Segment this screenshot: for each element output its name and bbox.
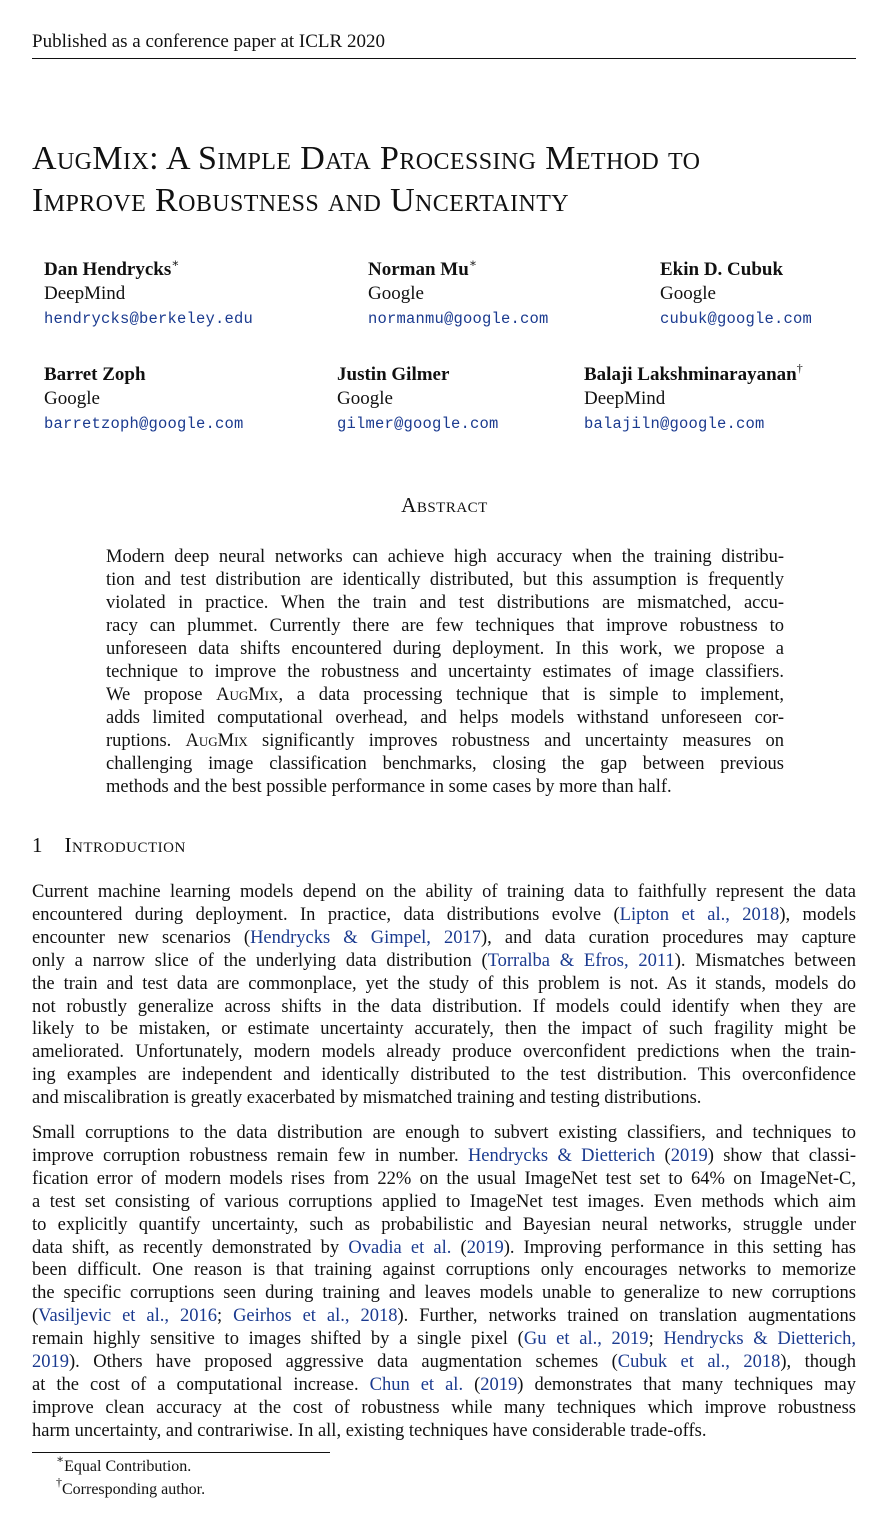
- abstract-line: technique to improve the robustness and uncertainty estimates of image classifiers.: [106, 662, 784, 682]
- author-block: [368, 258, 549, 331]
- text-line: not robustly generalize across shifts in the data distribution. If models could identify when they are: [32, 996, 856, 1017]
- citation-link[interactable]: 2019: [466, 1237, 504, 1258]
- text-line: (Vasiljevic et al., 2016; Geirhos et al., 2018). Further, networks trained on translation augmentations: [32, 1306, 857, 1327]
- abstract-line: We propose AugMix, a data processing technique that is simple to implement,: [106, 685, 785, 705]
- author-email-link[interactable]: balajiln@google.com: [584, 415, 765, 433]
- footnote-equal-contribution: [56, 1452, 192, 1476]
- text-line: to explicitly quantify uncertainty, such as probabilistic and Bayesian neural networks, struggle under: [32, 1214, 856, 1235]
- abstract-line: methods and the best possible performance in some cases by more than half.: [106, 777, 672, 797]
- text-line: the specific corruptions seen during training and leaves models unable to generalize to new corruptions: [32, 1283, 856, 1304]
- author-name: Dan Hendrycks∗: [44, 256, 180, 280]
- abstract-line: challenging image classification benchmarks, closing the gap between previous: [106, 754, 784, 774]
- text-line: at the cost of a computational increase. Chun et al. (2019) demonstrates that many techniques may: [32, 1374, 856, 1395]
- author-affiliation: DeepMind: [44, 283, 126, 304]
- abstract-line: violated in practice. When the train and test distributions are mismatched, accu-: [106, 593, 784, 613]
- method-name: AugMix: [185, 731, 248, 751]
- text-line: fication error of modern models rises from 22% on the usual ImageNet test set to 64% on ImageNet-C,: [32, 1168, 856, 1189]
- author-block: [44, 258, 253, 331]
- title-line-1: AugMix: A Simple Data Processing Method to: [32, 140, 701, 177]
- author-name: Barret Zoph: [44, 364, 146, 385]
- text-line: only a narrow slice of the underlying data distribution (Torralba & Efros, 2011). Mismatches between: [32, 950, 857, 971]
- citation-link[interactable]: Vasiljevic et al., 2016: [38, 1306, 217, 1327]
- section-heading: [32, 833, 186, 858]
- footnote-mark: ∗: [56, 1452, 65, 1466]
- abstract-line: racy can plummet. Currently there are few techniques that improve robustness to: [106, 616, 784, 636]
- header-rule: [32, 58, 856, 59]
- text-line: improve corruption robustness remain few in number. Hendrycks & Dietterich (2019) show that classi-: [32, 1145, 856, 1166]
- text-line: likely to be mistaken, or estimate uncertainty accurately, then the impact of such fragility might be: [32, 1019, 856, 1040]
- text-line: 2019). Others have proposed aggressive data augmentation schemes (Cubuk et al., 2018), though: [32, 1352, 856, 1373]
- footnote-mark: †: [796, 361, 803, 375]
- abstract-body: [106, 546, 784, 799]
- citation-link[interactable]: Cubuk et al., 2018: [617, 1352, 781, 1373]
- text-line: Small corruptions to the data distribution are enough to subvert existing classifiers, and techniques to: [32, 1123, 856, 1143]
- section-number: 1: [32, 833, 43, 857]
- author-block: [584, 363, 803, 436]
- text-line: improve clean accuracy at the cost of robustness while many techniques which improve robustness: [32, 1397, 856, 1418]
- author-name: Justin Gilmer: [337, 364, 450, 385]
- author-email-link[interactable]: hendrycks@berkeley.edu: [44, 310, 254, 328]
- abstract-heading: Abstract: [401, 493, 488, 517]
- footnote-corresponding: [56, 1475, 206, 1499]
- author-block: [660, 258, 812, 331]
- citation-link[interactable]: 2019: [670, 1145, 708, 1166]
- author-email-link[interactable]: cubuk@google.com: [660, 310, 813, 328]
- text-line: Current machine learning models depend on the ability of training data to faithfully represent the data: [32, 882, 856, 902]
- section-title: Introduction: [64, 833, 186, 857]
- citation-link[interactable]: Gu et al., 2019: [523, 1329, 649, 1350]
- footnote-mark: ∗: [171, 256, 180, 270]
- author-block: [337, 363, 499, 436]
- author-affiliation: Google: [660, 283, 716, 304]
- text-line: harm uncertainty, and contrariwise. In all, existing techniques have considerable trade-offs.: [32, 1420, 707, 1441]
- text-line: the train and test data are commonplace, yet the study of this problem is not. As it stands, models do: [32, 973, 856, 994]
- footnote-text: Corresponding author.: [62, 1481, 206, 1498]
- author-email-link[interactable]: normanmu@google.com: [368, 310, 549, 328]
- abstract-line: ruptions. AugMix significantly improves robustness and uncertainty measures on: [106, 731, 785, 751]
- text-line: and miscalibration is greatly exacerbated by mismatched training and testing distributions.: [32, 1088, 702, 1109]
- footnote-mark: ∗: [468, 256, 477, 270]
- footnote-text: Equal Contribution.: [64, 1458, 192, 1475]
- text-line: remain highly sensitive to images shifted by a single pixel (Gu et al., 2019; Hendrycks & Dietterich,: [32, 1329, 857, 1350]
- text-line: ameliorated. Unfortunately, modern models already produce overconfident predictions when the train-: [32, 1042, 856, 1063]
- citation-link[interactable]: Geirhos et al., 2018: [233, 1306, 398, 1327]
- citation-link[interactable]: Lipton et al., 2018: [619, 904, 780, 925]
- citation-link[interactable]: Hendrycks & Dietterich: [467, 1145, 656, 1166]
- citation-link[interactable]: Ovadia et al.: [348, 1237, 452, 1258]
- author-email-link[interactable]: barretzoph@google.com: [44, 415, 244, 433]
- intro-paragraph-2: [32, 1122, 856, 1443]
- title-line-2: Improve Robustness and Uncertainty: [32, 182, 569, 219]
- footnote-rule: [32, 1452, 330, 1453]
- running-head: Published as a conference paper at ICLR 2020: [32, 31, 385, 52]
- author-name: Balaji Lakshminarayanan†: [584, 361, 803, 385]
- abstract-line: unforeseen data shifts encountered during deployment. In this work, we propose a: [106, 639, 784, 659]
- abstract-line: adds limited computational overhead, and helps models withstand unforeseen cor-: [106, 708, 784, 728]
- text-line: encounter new scenarios (Hendrycks & Gimpel, 2017), and data curation procedures may capture: [32, 927, 856, 948]
- author-name: Norman Mu∗: [368, 256, 477, 280]
- method-name: AugMix: [216, 685, 279, 705]
- text-line: been difficult. One reason is that training against corruptions only encourages networks to memorize: [32, 1260, 856, 1281]
- text-line: a test set consisting of various corruptions applied to ImageNet test images. Even methods which aim: [32, 1191, 856, 1212]
- author-affiliation: Google: [44, 388, 100, 409]
- citation-link[interactable]: Chun et al.: [369, 1374, 464, 1395]
- intro-paragraph-1: [32, 881, 856, 1110]
- citation-link[interactable]: 2019: [480, 1374, 518, 1395]
- author-email-link[interactable]: gilmer@google.com: [337, 415, 499, 433]
- citation-link[interactable]: 2019: [32, 1352, 69, 1373]
- text-line: data shift, as recently demonstrated by Ovadia et al. (2019). Improving performance in this setting has: [32, 1237, 857, 1258]
- citation-link[interactable]: Hendrycks & Gimpel, 2017: [250, 927, 482, 948]
- author-affiliation: Google: [337, 388, 393, 409]
- author-name: Ekin D. Cubuk: [660, 259, 784, 280]
- abstract-line: Modern deep neural networks can achieve high accuracy when the training distribu-: [106, 547, 784, 567]
- author-block: [44, 363, 244, 436]
- text-line: ing examples are independent and identically distributed to the test distribution. This overconfidence: [32, 1065, 856, 1086]
- citation-link[interactable]: Hendrycks & Dietterich,: [663, 1329, 857, 1350]
- abstract-line: tion and test distribution are identically distributed, but this assumption is frequently: [106, 570, 784, 590]
- author-affiliation: Google: [368, 283, 424, 304]
- footnote-mark: †: [56, 1475, 62, 1489]
- paper-title: [32, 138, 872, 222]
- citation-link[interactable]: Torralba & Efros, 2011: [487, 950, 675, 971]
- text-line: encountered during deployment. In practice, data distributions evolve (Lipton et al., 2018), models: [32, 904, 856, 925]
- author-affiliation: DeepMind: [584, 388, 666, 409]
